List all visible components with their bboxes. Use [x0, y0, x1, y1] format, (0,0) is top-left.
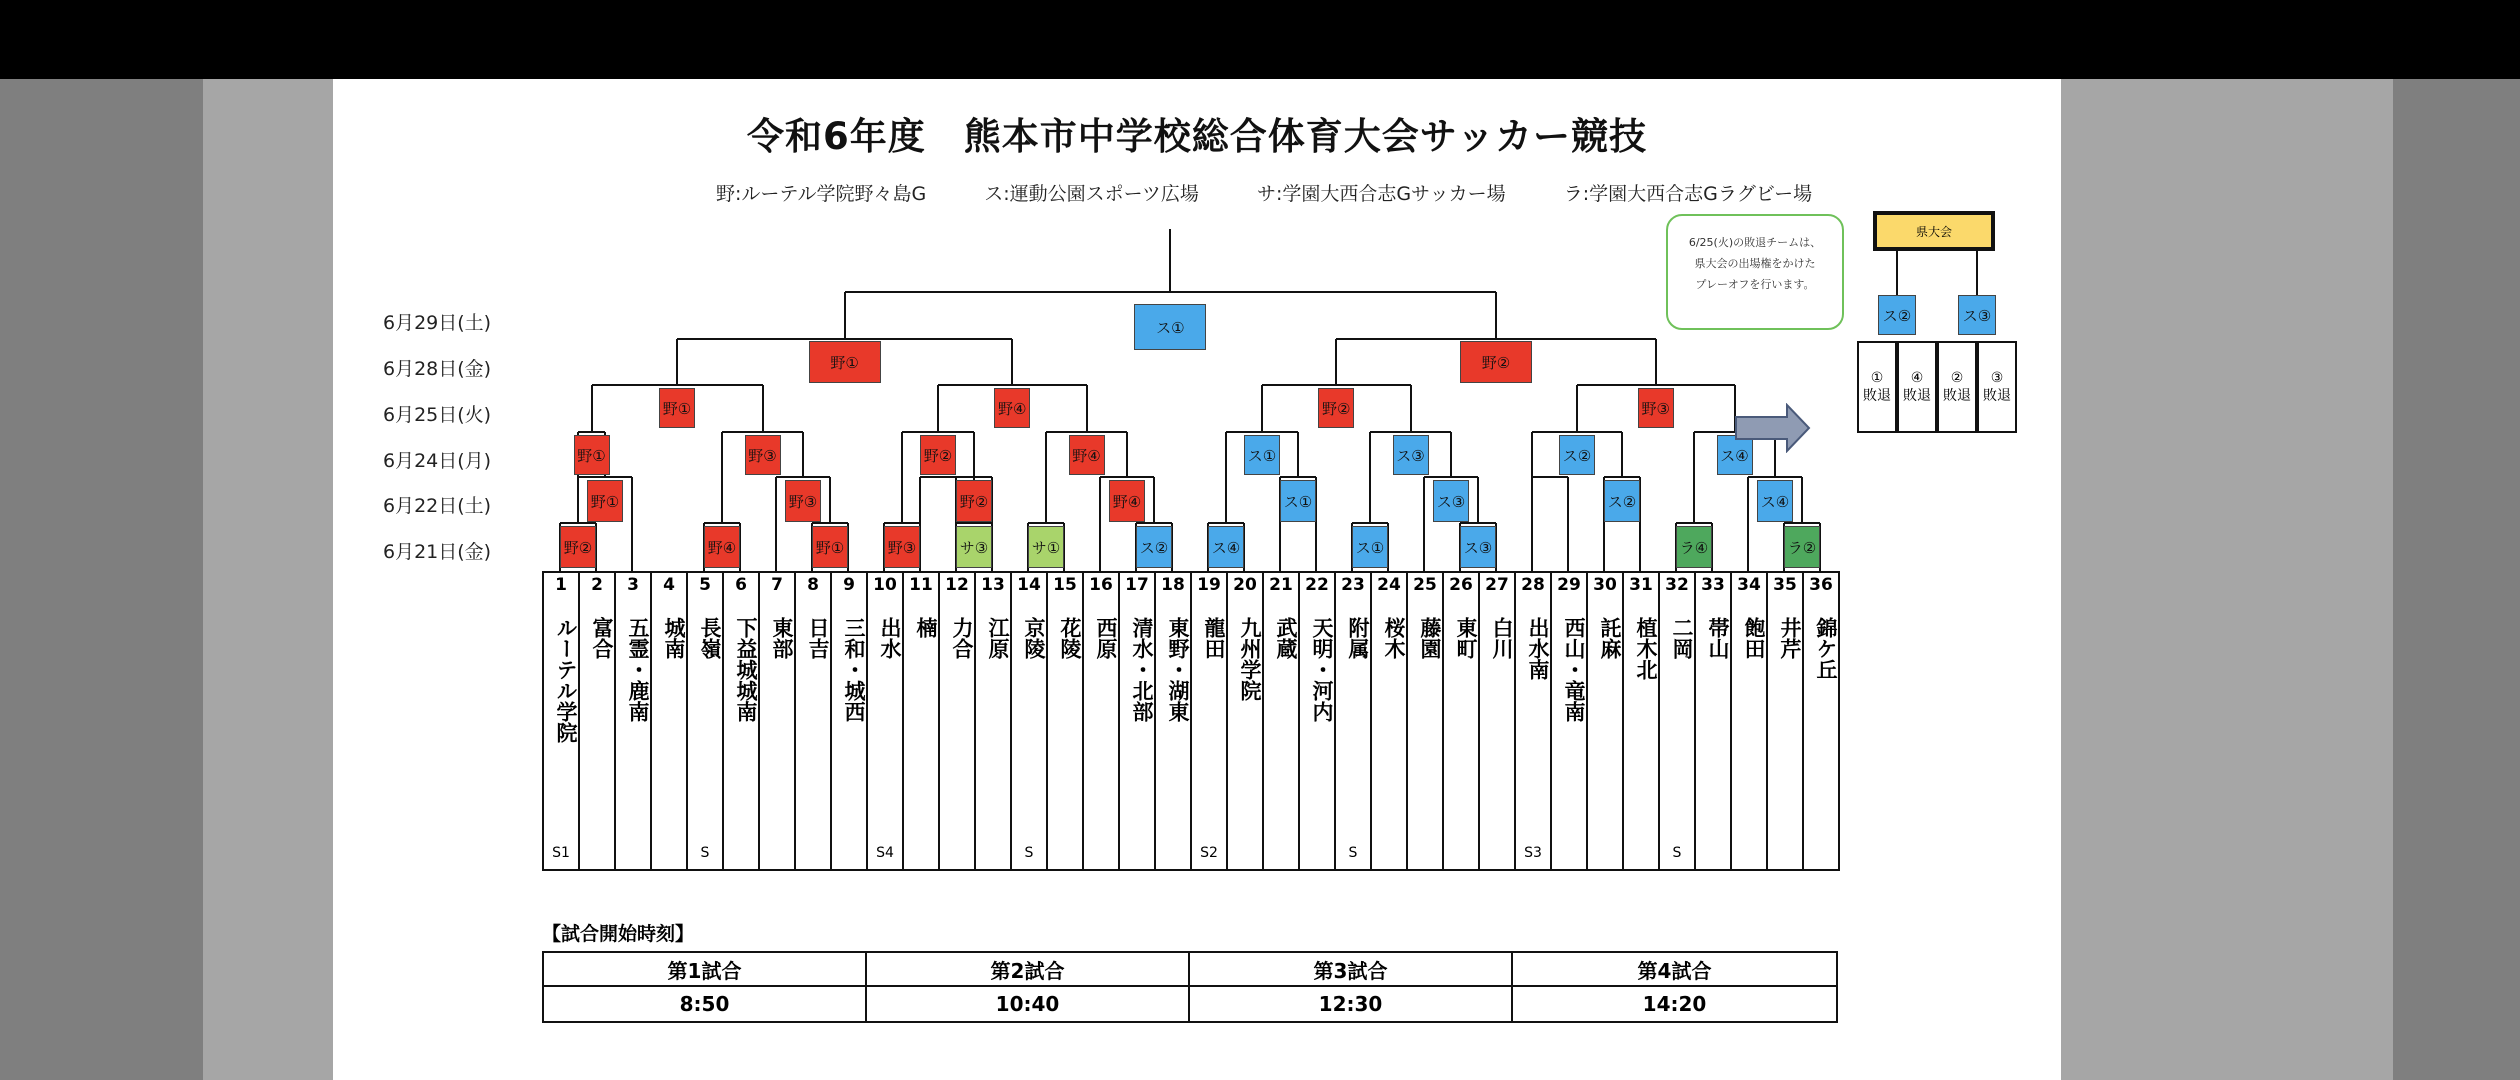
match-box: ス③ — [1393, 435, 1429, 475]
date-label: 6月21日(金) — [383, 541, 492, 563]
bracket-line — [762, 385, 764, 432]
team-name: 五霊・鹿南 — [626, 617, 650, 722]
team-name: 富合 — [590, 617, 614, 659]
start-time-table — [542, 951, 1838, 1023]
match-box: ス① — [1244, 435, 1280, 475]
viewer-margin-right — [2061, 79, 2393, 1080]
bracket-line — [1335, 339, 1337, 385]
match-box: 野③ — [785, 480, 821, 522]
team-name: 出水 — [878, 617, 902, 659]
team-cell — [1082, 597, 1120, 871]
match-box: ス① — [1134, 304, 1206, 350]
team-number: 27 — [1478, 571, 1516, 599]
venue-item: サ:学園大西合志Gサッカー場 — [1256, 183, 1506, 205]
team-cell — [1442, 597, 1480, 871]
team-name: 下益城城南 — [734, 617, 758, 722]
team-number: 4 — [650, 571, 688, 599]
prefectural-tournament-box: 県大会 — [1873, 211, 1995, 251]
bracket-line — [1410, 385, 1412, 432]
date-label: 6月28日(金) — [383, 358, 492, 380]
match-box: 野② — [956, 480, 992, 522]
match-box: ス④ — [1208, 526, 1244, 568]
team-name: 東野・湖東 — [1166, 617, 1190, 722]
team-cell — [1550, 597, 1588, 871]
bracket-line — [1477, 477, 1479, 523]
bracket-line — [1126, 432, 1128, 477]
bracket-line — [1450, 432, 1452, 477]
bracket-line — [1297, 432, 1299, 477]
team-cell — [1406, 597, 1444, 871]
team-number: 13 — [974, 571, 1012, 599]
team-number: 33 — [1694, 571, 1732, 599]
bracket-line — [1747, 477, 1749, 523]
team-cell — [650, 597, 688, 871]
seed-label: S4 — [876, 845, 894, 861]
team-cell — [578, 597, 616, 871]
bracket-line — [775, 523, 777, 571]
team-number: 15 — [1046, 571, 1084, 599]
match-box: ス② — [1136, 526, 1172, 568]
bracket-line — [1153, 477, 1155, 523]
team-cell — [830, 597, 868, 871]
document-page — [333, 79, 2061, 1080]
team-name: 東部 — [770, 617, 794, 659]
team-name: 楠 — [914, 617, 938, 638]
bracket-line — [1169, 229, 1171, 292]
bracket-line — [1693, 432, 1695, 477]
match-header: 第2試合 — [867, 953, 1190, 987]
slot-rank: ① — [1870, 370, 1884, 386]
team-cell — [1586, 597, 1624, 871]
match-box: ス④ — [1757, 480, 1793, 522]
bracket-line — [1225, 477, 1227, 523]
team-cell — [1694, 597, 1732, 871]
team-number: 34 — [1730, 571, 1768, 599]
match-time: 10:40 — [867, 987, 1190, 1021]
team-cell — [1118, 597, 1156, 871]
team-number: 31 — [1622, 571, 1660, 599]
team-name: 藤園 — [1418, 617, 1442, 659]
bracket-line — [1532, 476, 1568, 478]
team-name: 三和・城西 — [842, 617, 866, 722]
bracket-line — [937, 385, 939, 432]
team-cell — [902, 597, 940, 871]
match-box: 野① — [574, 435, 610, 475]
note-line: 6/25(火)の敗退チームは、 — [1688, 236, 1822, 249]
bracket-line — [631, 523, 633, 571]
bracket-line — [1747, 523, 1749, 571]
playoff-slot — [1857, 341, 1897, 433]
team-number: 28 — [1514, 571, 1552, 599]
seed-label: S2 — [1200, 845, 1218, 861]
team-name: 二岡 — [1670, 617, 1694, 659]
seed-label: S — [1348, 845, 1358, 861]
date-label: 6月22日(土) — [383, 495, 492, 517]
team-name: 西山・竜南 — [1562, 617, 1586, 722]
team-cell — [1190, 597, 1228, 871]
team-cell — [1370, 597, 1408, 871]
team-name: 龍田 — [1202, 617, 1226, 659]
team-number: 11 — [902, 571, 940, 599]
team-cell — [866, 597, 904, 871]
date-label: 6月25日(火) — [383, 404, 492, 426]
team-name: 江原 — [986, 617, 1010, 659]
team-number: 30 — [1586, 571, 1624, 599]
team-name: 九州学院 — [1238, 617, 1262, 701]
team-number: 21 — [1262, 571, 1300, 599]
team-name: 力合 — [950, 617, 974, 659]
team-number: 25 — [1406, 571, 1444, 599]
playoff-slot — [1897, 341, 1937, 433]
team-number: 12 — [938, 571, 976, 599]
team-number: 36 — [1802, 571, 1840, 599]
playoff-slot — [1937, 341, 1977, 433]
team-name: 植木北 — [1634, 617, 1658, 680]
date-label: 6月24日(月) — [383, 450, 492, 472]
viewer-margin-left — [203, 79, 333, 1080]
team-number: 22 — [1298, 571, 1336, 599]
team-cell — [614, 597, 652, 871]
team-number: 32 — [1658, 571, 1696, 599]
team-number: 16 — [1082, 571, 1120, 599]
match-box: 野① — [812, 526, 848, 568]
bracket-line — [1045, 432, 1047, 477]
match-box: 野④ — [1069, 435, 1105, 475]
playoff-match-box: ス② — [1878, 295, 1916, 335]
bracket-line — [901, 432, 903, 477]
team-name: 井芹 — [1778, 617, 1802, 659]
match-box: 野① — [587, 480, 623, 522]
team-number: 5 — [686, 571, 724, 599]
team-name: 城南 — [662, 617, 686, 659]
match-box: ス① — [1280, 480, 1316, 522]
note-line: 県大会の出場権をかけた — [1694, 257, 1816, 270]
bracket-line — [1086, 385, 1088, 432]
team-cell — [758, 597, 796, 871]
team-number: 7 — [758, 571, 796, 599]
match-box: 野③ — [884, 526, 920, 568]
bracket-line — [1011, 339, 1013, 385]
bracket-line — [901, 477, 903, 523]
team-name: 附属 — [1346, 617, 1370, 659]
playoff-match-box: ス③ — [1958, 295, 1996, 335]
bracket-line — [1423, 523, 1425, 571]
bracket-line — [1045, 477, 1047, 523]
match-time: 12:30 — [1190, 987, 1513, 1021]
match-box: 野④ — [1109, 480, 1145, 522]
slot-result: 敗退 — [1983, 388, 2011, 404]
bracket-line — [1576, 385, 1578, 432]
team-name: 飽田 — [1742, 617, 1766, 659]
match-box: ス③ — [1433, 480, 1469, 522]
team-number: 18 — [1154, 571, 1192, 599]
bracket-line — [577, 477, 579, 523]
team-cell — [938, 597, 976, 871]
match-header: 第1試合 — [544, 953, 867, 987]
team-number: 17 — [1118, 571, 1156, 599]
seed-label: S — [700, 845, 710, 861]
team-number: 2 — [578, 571, 616, 599]
team-number: 23 — [1334, 571, 1372, 599]
match-box: ラ④ — [1676, 526, 1712, 568]
team-name: 京陵 — [1022, 617, 1046, 659]
team-cell — [1514, 597, 1552, 871]
team-cell — [1298, 597, 1336, 871]
timetable-label: 【試合開始時刻】 — [542, 923, 695, 945]
bracket-line — [1369, 477, 1371, 523]
team-number: 9 — [830, 571, 868, 599]
note-line: プレーオフを行います。 — [1695, 278, 1815, 291]
team-name: 託麻 — [1598, 617, 1622, 659]
match-box: ス① — [1352, 526, 1388, 568]
team-number: 26 — [1442, 571, 1480, 599]
venue-item: 野:ルーテル学院野々島G — [716, 183, 927, 205]
team-cell — [794, 597, 832, 871]
team-cell — [1730, 597, 1768, 871]
team-cell — [686, 597, 724, 871]
team-number: 20 — [1226, 571, 1264, 599]
bracket-line — [844, 292, 846, 339]
team-name: 清水・北部 — [1130, 617, 1154, 722]
team-name: 出水南 — [1526, 617, 1550, 680]
team-name: 天明・河内 — [1310, 617, 1334, 722]
slot-result: 敗退 — [1863, 388, 1891, 404]
team-cell — [722, 597, 760, 871]
team-number: 19 — [1190, 571, 1228, 599]
team-number: 6 — [722, 571, 760, 599]
bracket-line — [721, 432, 723, 477]
playoff-note — [1666, 214, 1844, 330]
match-box: 野① — [809, 341, 881, 383]
match-box: 野① — [659, 388, 695, 428]
match-header: 第4試合 — [1513, 953, 1836, 987]
match-box: ス② — [1559, 435, 1595, 475]
team-number: 8 — [794, 571, 832, 599]
seed-label: S1 — [552, 845, 570, 861]
match-box: 野④ — [704, 526, 740, 568]
slot-rank: ② — [1950, 370, 1964, 386]
playoff-line — [1976, 251, 1978, 295]
match-box: サ③ — [956, 526, 992, 568]
bracket-line — [676, 339, 678, 385]
date-label: 6月29日(土) — [383, 312, 492, 334]
arrow-right-icon — [1735, 403, 1811, 453]
team-cell — [1226, 597, 1264, 871]
bracket-line — [1567, 477, 1569, 571]
team-number: 14 — [1010, 571, 1048, 599]
bracket-line — [1531, 432, 1533, 477]
match-box: 野② — [920, 435, 956, 475]
match-box: ス② — [1604, 480, 1640, 522]
team-name: 長嶺 — [698, 617, 722, 659]
team-name: 東町 — [1454, 617, 1478, 659]
bracket-line — [829, 477, 831, 523]
team-cell — [974, 597, 1012, 871]
playoff-slot — [1977, 341, 2017, 433]
team-name: 武蔵 — [1274, 617, 1298, 659]
slot-result: 敗退 — [1903, 388, 1931, 404]
playoff-line — [1896, 251, 1898, 295]
seed-label: S — [1024, 845, 1034, 861]
bracket-line — [1801, 477, 1803, 523]
team-number: 35 — [1766, 571, 1804, 599]
bracket-line — [775, 477, 777, 523]
team-cell — [542, 597, 580, 871]
bracket-line — [591, 385, 593, 432]
team-cell — [1334, 597, 1372, 871]
match-box: ラ② — [1784, 526, 1820, 568]
bracket-line — [973, 432, 975, 477]
bracket-line — [1261, 385, 1263, 432]
slot-rank: ④ — [1910, 370, 1924, 386]
bracket-line — [1693, 477, 1695, 523]
slot-result: 敗退 — [1943, 388, 1971, 404]
team-number: 1 — [542, 571, 580, 599]
venue-legend — [716, 179, 1813, 206]
team-name: ルーテル学院 — [554, 617, 578, 743]
team-number: 29 — [1550, 571, 1588, 599]
team-cell — [1010, 597, 1048, 871]
bracket-line — [1225, 432, 1227, 477]
bracket-line — [802, 432, 804, 477]
team-cell — [1622, 597, 1660, 871]
match-box: 野② — [1318, 388, 1354, 428]
team-name: 錦ケ丘 — [1814, 617, 1838, 680]
bracket-line — [721, 477, 723, 523]
venue-item: ス:運動公園スポーツ広場 — [984, 183, 1199, 205]
team-cell — [1802, 597, 1840, 871]
page-title: 令和6年度 熊本市中学校総合体育大会サッカー競技 — [746, 115, 1647, 158]
match-box: ス④ — [1717, 435, 1753, 475]
bracket-line — [919, 477, 921, 523]
bracket-line — [1423, 477, 1425, 523]
match-time: 8:50 — [544, 987, 867, 1021]
venue-item: ラ:学園大西合志Gラグビー場 — [1563, 183, 1813, 205]
team-name: 花陵 — [1058, 617, 1082, 659]
team-name: 桜木 — [1382, 617, 1406, 659]
team-number: 24 — [1370, 571, 1408, 599]
bracket-line — [1621, 432, 1623, 477]
bracket-line — [1495, 292, 1497, 339]
team-cell — [1658, 597, 1696, 871]
match-header: 第3試合 — [1190, 953, 1513, 987]
seed-label: S3 — [1524, 845, 1542, 861]
team-name: 白川 — [1490, 617, 1514, 659]
team-cell — [1046, 597, 1084, 871]
seed-label: S — [1672, 845, 1682, 861]
bracket-line — [1099, 523, 1101, 571]
bracket-line — [1655, 339, 1657, 385]
slot-rank: ③ — [1990, 370, 2004, 386]
team-cell — [1478, 597, 1516, 871]
bracket-line — [631, 477, 633, 523]
team-number: 3 — [614, 571, 652, 599]
match-box: 野② — [560, 526, 596, 568]
team-number: 10 — [866, 571, 904, 599]
match-box: サ① — [1028, 526, 1064, 568]
team-cell — [1154, 597, 1192, 871]
match-box: 野③ — [1638, 388, 1674, 428]
bracket-line — [1369, 432, 1371, 477]
bracket-line — [1099, 477, 1101, 523]
match-box: 野② — [1460, 341, 1532, 383]
team-cell — [1766, 597, 1804, 871]
team-cell — [1262, 597, 1300, 871]
match-box: 野④ — [994, 388, 1030, 428]
match-box: ス③ — [1460, 526, 1496, 568]
match-time: 14:20 — [1642, 992, 1707, 1016]
match-box: 野③ — [745, 435, 781, 475]
team-name: 帯山 — [1706, 617, 1730, 659]
team-name: 日吉 — [806, 617, 830, 659]
team-name: 西原 — [1094, 617, 1118, 659]
bracket-line — [1531, 477, 1533, 571]
